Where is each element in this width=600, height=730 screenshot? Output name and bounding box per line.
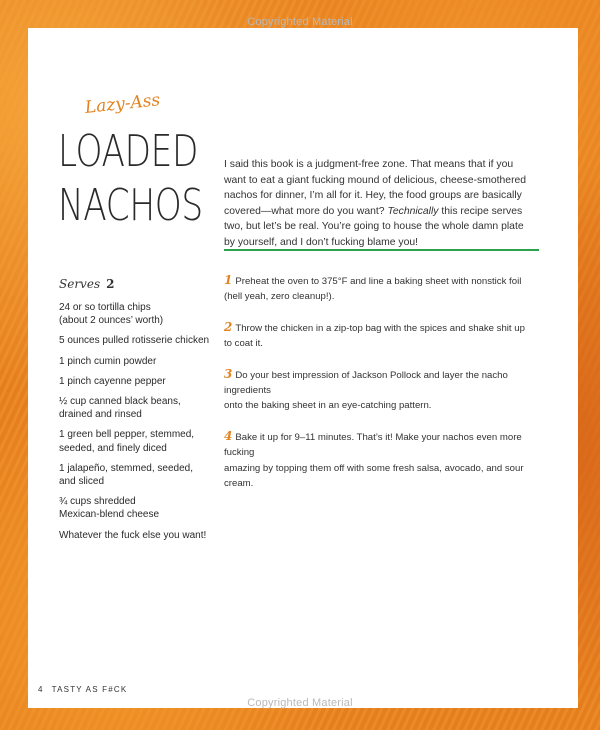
ingredient-item: 1 pinch cayenne pepper <box>59 375 166 387</box>
step-text: Preheat the oven to 375°F and line a baking sheet with nonstick foil (hell yeah, zero cleanup!). <box>224 276 522 303</box>
step-item <box>224 367 534 414</box>
ingredient-item: ¾ cups shredded Mexican-blend cheese <box>59 496 160 521</box>
step-number: 3 <box>224 366 233 381</box>
ingredient-item: 1 jalapeño, stemmed, seeded, and sliced <box>59 462 193 488</box>
serves-label: Serves <box>59 277 101 291</box>
book-title: TASTY AS F#CK <box>51 685 128 694</box>
intro-text-1: I said this book is a judgment-free zone. That means that if you want to eat a giant fucking mound of delicious, cheese-smothered nachos for dinner, I’m all for it. Hey, the food groups are basically covered—what more do you want? <box>224 159 527 217</box>
step-number: 1 <box>224 273 233 287</box>
ingredient-item: ½ cup canned black beans, drained and rinsed <box>59 396 181 421</box>
intro-text-2: this recipe serves two, but let’s be real. You’re going to house the whole damn plate by yourself, and I don’t fucking blame you! <box>224 205 524 248</box>
step-text: Throw the chicken in a zip-top bag with the spices and shake shit up to coat it. <box>224 322 525 350</box>
step-text: Do your best impression of Jackson Pollock and layer the nacho ingredients onto the baking sheet in an eye-catching pattern. <box>224 369 508 412</box>
ingredient-item: Whatever the fuck else you want! <box>59 529 207 541</box>
step-item <box>224 273 534 305</box>
page-footer <box>38 685 127 694</box>
page-number: 4 <box>38 685 44 694</box>
ingredient-item: 5 ounces pulled rotisserie chicken <box>59 335 210 347</box>
step-text: Bake it up for 9–11 minutes. That’s it! Make your nachos even more fucking amazing by topping them off with some fresh salsa, avocado, and sour cream. <box>224 431 524 490</box>
step-item <box>224 320 534 352</box>
instruction-steps <box>224 273 534 506</box>
ingredient-item: 24 or so tortilla chips (about 2 ounces’ worth) <box>59 302 164 327</box>
recipe-title-line-1: LOADED <box>58 126 198 177</box>
recipe-subtitle: Lazy-Ass <box>83 90 162 118</box>
intro-emphasis: Technically <box>387 205 439 217</box>
ingredient-item: 1 pinch cumin powder <box>59 355 157 367</box>
green-divider <box>224 249 539 251</box>
step-item <box>224 429 534 492</box>
watermark-bottom: Copyrighted Material <box>247 697 353 709</box>
recipe-title-line-2: NACHOS <box>58 180 203 231</box>
ingredient-item: 1 green bell pepper, stemmed, seeded, and finely diced <box>59 429 195 454</box>
serves-line <box>59 277 114 291</box>
serves-count: 2 <box>106 277 115 291</box>
recipe-intro <box>224 157 530 251</box>
ingredient-list <box>59 301 219 549</box>
step-number: 2 <box>224 319 233 334</box>
watermark-top: Copyrighted Material <box>247 16 353 28</box>
step-number: 4 <box>224 428 233 443</box>
